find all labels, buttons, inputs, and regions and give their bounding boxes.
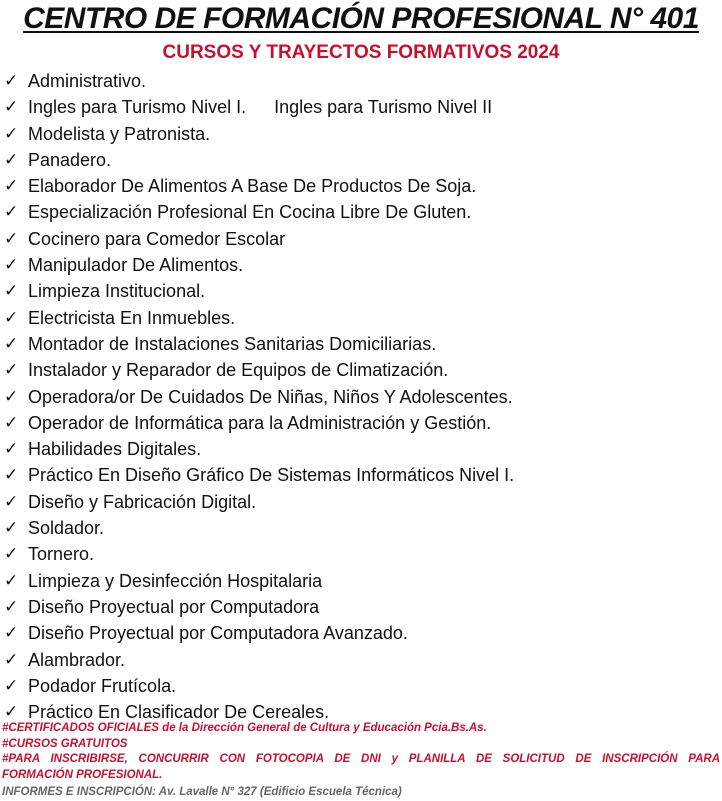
- course-item: [0, 357, 514, 383]
- course-label: Operadora/or De Cuidados De Niñas, Niños Y Adolescentes.: [28, 386, 513, 407]
- checkmark-icon: ✓: [4, 360, 19, 381]
- note-cursos-gratuitos: #CURSOS GRATUITOS: [2, 737, 128, 750]
- course-label: Manipulador De Alimentos.: [28, 255, 244, 276]
- course-item: [0, 647, 514, 673]
- checkmark-icon: ✓: [4, 518, 19, 539]
- checkmark-icon: ✓: [4, 465, 19, 486]
- checkmark-icon: ✓: [4, 202, 19, 223]
- course-label: Montador de Instalaciones Sanitarias Domiciliarias.: [28, 333, 437, 354]
- course-item: [0, 94, 514, 120]
- checkmark-icon: ✓: [4, 675, 19, 696]
- course-item: [0, 252, 514, 278]
- checkmark-icon: ✓: [4, 281, 19, 302]
- course-item: [0, 305, 514, 331]
- checkmark-icon: ✓: [4, 255, 19, 276]
- page-title: CENTRO DE FORMACIÓN PROFESIONAL N° 401: [23, 2, 699, 35]
- course-item: [0, 541, 514, 567]
- course-label: Soldador.: [28, 518, 105, 539]
- checkmark-icon: ✓: [4, 596, 19, 617]
- course-label: Administrativo.: [28, 71, 147, 91]
- course-item: [0, 489, 514, 515]
- checkmark-icon: ✓: [4, 491, 19, 512]
- course-label: Limpieza y Desinfección Hospitalaria: [28, 570, 323, 591]
- course-item: [0, 673, 514, 699]
- course-label: Modelista y Patronista.: [28, 123, 211, 144]
- checkmark-icon: ✓: [4, 386, 19, 407]
- checkmark-icon: ✓: [4, 71, 19, 91]
- checkmark-icon: ✓: [4, 149, 19, 170]
- course-item: [0, 68, 514, 94]
- course-label: Diseño Proyectual por Computadora: [28, 596, 320, 617]
- course-item: [0, 384, 514, 410]
- checkmark-icon: ✓: [4, 702, 19, 723]
- checkmark-icon: ✓: [4, 176, 19, 197]
- note-informes-cutoff: INFORMES E INSCRIPCIÓN: Av. Lavalle N° 327 (Edificio Escuela Técnica): [2, 786, 402, 798]
- note-certificados: #CERTIFICADOS OFICIALES de la Dirección General de Cultura y Educación Pcia.Bs.As.: [2, 722, 487, 734]
- course-item: [0, 278, 514, 304]
- course-label: Tornero.: [28, 544, 95, 565]
- checkmark-icon: ✓: [4, 649, 19, 670]
- course-label: Diseño Proyectual por Computadora Avanzado.: [28, 623, 408, 644]
- course-label: Electricista En Inmuebles.: [28, 307, 236, 328]
- course-label: Habilidades Digitales.: [28, 439, 202, 460]
- course-item: [0, 410, 514, 436]
- course-item: [0, 331, 514, 357]
- course-label: Operador de Informática para la Administración y Gestión.: [28, 412, 492, 433]
- page-subtitle: CURSOS Y TRAYECTOS FORMATIVOS 2024: [162, 42, 560, 63]
- course-label-secondary: Ingles para Turismo Nivel II: [274, 97, 493, 118]
- course-label: Panadero.: [28, 149, 112, 170]
- course-label: Alambrador.: [28, 649, 126, 670]
- course-label: Cocinero para Comedor Escolar: [28, 228, 286, 249]
- course-label: Diseño y Fabricación Digital.: [28, 491, 257, 512]
- checkmark-icon: ✓: [4, 97, 19, 118]
- course-item: [0, 568, 514, 594]
- checkmark-icon: ✓: [4, 228, 19, 249]
- note-inscripcion-line2: FORMACIÓN PROFESIONAL.: [2, 768, 163, 781]
- checkmark-icon: ✓: [4, 412, 19, 433]
- course-item: [0, 594, 514, 620]
- checkmark-icon: ✓: [4, 307, 19, 328]
- course-label: Práctico En Clasificador De Cereales.: [28, 702, 330, 723]
- course-item: [0, 199, 514, 225]
- notes-section: [2, 721, 720, 801]
- course-label: Podador Frutícola.: [28, 675, 177, 696]
- course-item: [0, 147, 514, 173]
- course-item: [0, 436, 514, 462]
- course-item: [0, 121, 514, 147]
- checkmark-icon: ✓: [4, 333, 19, 354]
- checkmark-icon: ✓: [4, 544, 19, 565]
- note-inscripcion-line1: #PARA INSCRIBIRSE, CONCURRIR CON FOTOCOPIA DE DNI y PLANILLA DE SOLICITUD DE INSCRIPCIÓN PARA: [2, 753, 720, 765]
- course-label: Instalador y Reparador de Equipos de Climatización.: [28, 360, 449, 381]
- checkmark-icon: ✓: [4, 123, 19, 144]
- course-item: [0, 620, 514, 646]
- course-item: [0, 515, 514, 541]
- course-item: [0, 226, 514, 252]
- course-label: Limpieza Institucional.: [28, 281, 206, 302]
- course-label: Ingles para Turismo Nivel I.: [28, 97, 247, 118]
- course-item: [0, 462, 514, 488]
- checkmark-icon: ✓: [4, 623, 19, 644]
- course-label: Elaborador De Alimentos A Base De Productos De Soja.: [28, 176, 477, 197]
- checkmark-icon: ✓: [4, 570, 19, 591]
- checkmark-icon: ✓: [4, 439, 19, 460]
- course-label: Práctico En Diseño Gráfico De Sistemas Informáticos Nivel I.: [28, 465, 515, 486]
- course-list: [0, 68, 514, 725]
- course-item: [0, 173, 514, 199]
- course-label: Especialización Profesional En Cocina Libre De Gluten.: [28, 202, 472, 223]
